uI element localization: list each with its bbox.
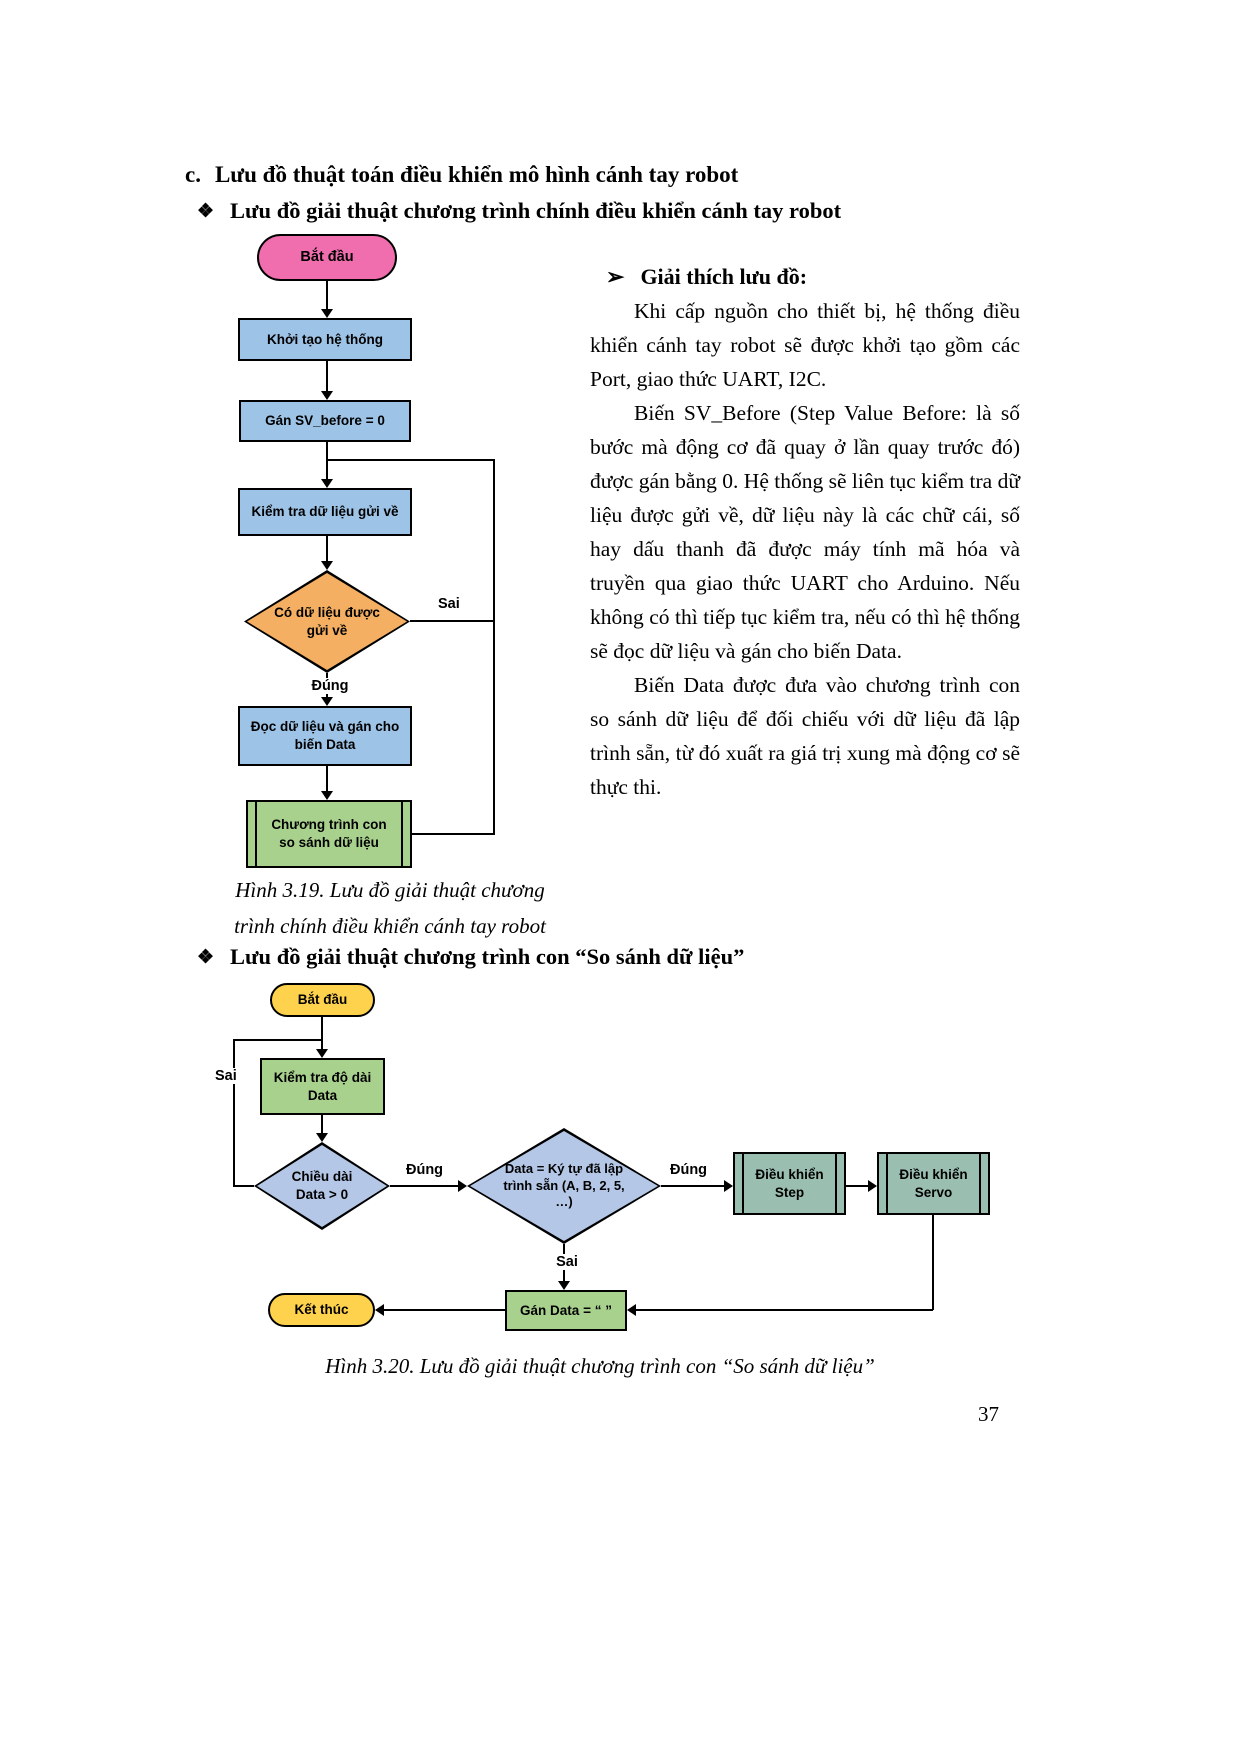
- caption-line: Hình 3.19. Lưu đồ giải thuật chương: [235, 878, 545, 902]
- label-dung: Đúng: [294, 678, 366, 694]
- explanation-paragraph: Biến SV_Before (Step Value Before: là số bước mà động cơ đã quay ở lần quay trước đó) được gán bằng 0. Hệ thống sẽ liên tục kiểm tra dữ liệu được gửi về, dữ liệu này là các chữ cái, số hay dấu thanh đã được máy tính mã hóa và truyền qua giao thức UART cho Arduino. Nếu không có thì tiếp tục kiểm tra, nếu có thì hệ thống sẽ đọc dữ liệu và gán cho biến Data.: [590, 401, 1020, 663]
- flow-line: [846, 1185, 868, 1187]
- flowchart1-start-terminator: [257, 234, 397, 281]
- node-label: Kiểm tra dữ liệu gửi về: [251, 504, 399, 520]
- label-dung: Đúng: [670, 1162, 708, 1178]
- subroutine-bar: [979, 1154, 981, 1213]
- node-label: Bắt đầu: [297, 992, 348, 1008]
- section-heading: [185, 162, 738, 188]
- arrowhead: [321, 479, 333, 488]
- bullet1-title: Lưu đồ giải thuật chương trình chính điều khiển cánh tay robot: [230, 198, 842, 223]
- diamond-bullet-icon: ❖: [197, 947, 215, 968]
- flowchart1-subroutine: [246, 800, 412, 868]
- arrowhead: [316, 1049, 328, 1058]
- arrowhead: [321, 697, 333, 706]
- node-label: Chương trình con so sánh dữ liệu: [271, 817, 387, 850]
- flow-line: [390, 1185, 458, 1187]
- node-label: Khởi tạo hệ thống: [266, 331, 384, 347]
- flowchart2-check-length-process: [260, 1058, 385, 1115]
- arrowhead: [316, 1133, 328, 1142]
- flowchart1-read-process: [238, 706, 412, 766]
- label-sai: Sai: [544, 1254, 590, 1270]
- arrowhead: [458, 1180, 467, 1192]
- node-label: Gán SV_before = 0: [265, 413, 385, 429]
- flowchart2-end-terminator: [268, 1293, 375, 1327]
- figure-caption-3-20: Hình 3.20. Lưu đồ giải thuật chương trình con “So sánh dữ liệu”: [325, 1354, 875, 1378]
- flow-line: [233, 1039, 235, 1186]
- flow-line: [384, 1309, 505, 1311]
- node-label: Đọc dữ liệu và gán cho biến Data: [250, 719, 400, 752]
- arrowhead: [321, 791, 333, 800]
- node-label: Data = Ký tự đã lập trình sẵn (A, B, 2, 5, …): [503, 1160, 625, 1210]
- page-number: 37: [978, 1402, 999, 1426]
- flowchart2-step-subroutine: [733, 1152, 846, 1215]
- explanation-paragraph: Biến Data được đưa vào chương trình con so sánh dữ liệu để đối chiếu với dữ liệu đã lập trình sẵn, từ đó xuất ra giá trị xung mà động cơ sẽ thực thi.: [590, 673, 1020, 799]
- flowchart2-assign-data-process: [505, 1290, 627, 1331]
- explanation-heading: [590, 264, 1020, 290]
- flow-line: [321, 1017, 323, 1049]
- node-label: Điều khiển Servo: [899, 1166, 968, 1200]
- node-label: Chiều dài Data > 0: [291, 1169, 353, 1202]
- caption-line: trình chính điều khiển cánh tay robot: [234, 914, 546, 939]
- flow-line: [321, 1115, 323, 1133]
- bullet2-title: Lưu đồ giải thuật chương trình con “So sánh dữ liệu”: [230, 944, 745, 969]
- node-label: Gán Data = “ ”: [520, 1302, 612, 1318]
- label-sai: Sai: [438, 596, 460, 612]
- section-marker: c.: [185, 162, 201, 187]
- flowchart1-check-process: [238, 488, 412, 536]
- subroutine-bar: [886, 1154, 888, 1213]
- subroutine-bar: [401, 802, 403, 866]
- flow-line: [326, 536, 328, 562]
- arrowhead: [321, 309, 333, 318]
- flowchart2-match-decision-diamond: [467, 1128, 661, 1244]
- node-label: Có dữ liệu được gửi về: [274, 604, 380, 638]
- node-label: Điều khiển Step: [755, 1166, 824, 1200]
- bullet-heading-2: [197, 944, 744, 970]
- arrowhead: [321, 391, 333, 400]
- arrow-bullet-icon: ➢: [606, 264, 625, 289]
- flow-line: [234, 1039, 321, 1041]
- section-title: Lưu đồ thuật toán điều khiển mô hình cánh tay robot: [214, 162, 739, 187]
- flow-line: [326, 281, 328, 311]
- flowchart1-assign-process: [239, 400, 411, 442]
- flow-line: [493, 459, 495, 834]
- arrowhead: [558, 1281, 570, 1290]
- arrowhead: [627, 1304, 636, 1316]
- bullet-heading-1: [197, 198, 841, 224]
- flow-line: [661, 1185, 724, 1187]
- figure-caption-3-19: [190, 872, 590, 944]
- flow-line: [410, 620, 495, 622]
- label-dung: Đúng: [406, 1162, 444, 1178]
- flowchart2-length-decision-diamond: [254, 1142, 390, 1230]
- flow-line: [233, 1185, 254, 1187]
- explanation-paragraph: Khi cấp nguồn cho thiết bị, hệ thống điều khiển cánh tay robot sẽ được khởi tạo gồm các Port, giao thức UART, I2C.: [590, 299, 1020, 391]
- flowchart2-start-terminator: [270, 983, 375, 1017]
- flow-line: [327, 459, 495, 461]
- arrowhead: [724, 1180, 733, 1192]
- arrowhead: [868, 1180, 877, 1192]
- subroutine-bar: [742, 1154, 744, 1213]
- flow-line: [326, 766, 328, 792]
- flow-line: [326, 442, 328, 480]
- node-label: Bắt đầu: [300, 249, 354, 266]
- diamond-bullet-icon: ❖: [197, 201, 215, 222]
- explanation-column: [590, 264, 1020, 804]
- flowchart1-decision-diamond: [244, 570, 410, 673]
- flowchart1-init-process: [238, 318, 412, 361]
- flow-line: [636, 1309, 933, 1311]
- subroutine-bar: [255, 802, 257, 866]
- flow-line: [326, 361, 328, 391]
- subroutine-bar: [835, 1154, 837, 1213]
- arrowhead: [321, 561, 333, 570]
- flow-line: [412, 833, 495, 835]
- flow-line: [932, 1215, 934, 1310]
- arrowhead: [375, 1304, 384, 1316]
- flowchart2-servo-subroutine: [877, 1152, 990, 1215]
- label-sai: Sai: [212, 1068, 240, 1084]
- node-label: Kiểm tra độ dài Data: [273, 1069, 372, 1103]
- explanation-title: Giải thích lưu đồ:: [640, 264, 808, 289]
- node-label: Kết thúc: [294, 1302, 349, 1318]
